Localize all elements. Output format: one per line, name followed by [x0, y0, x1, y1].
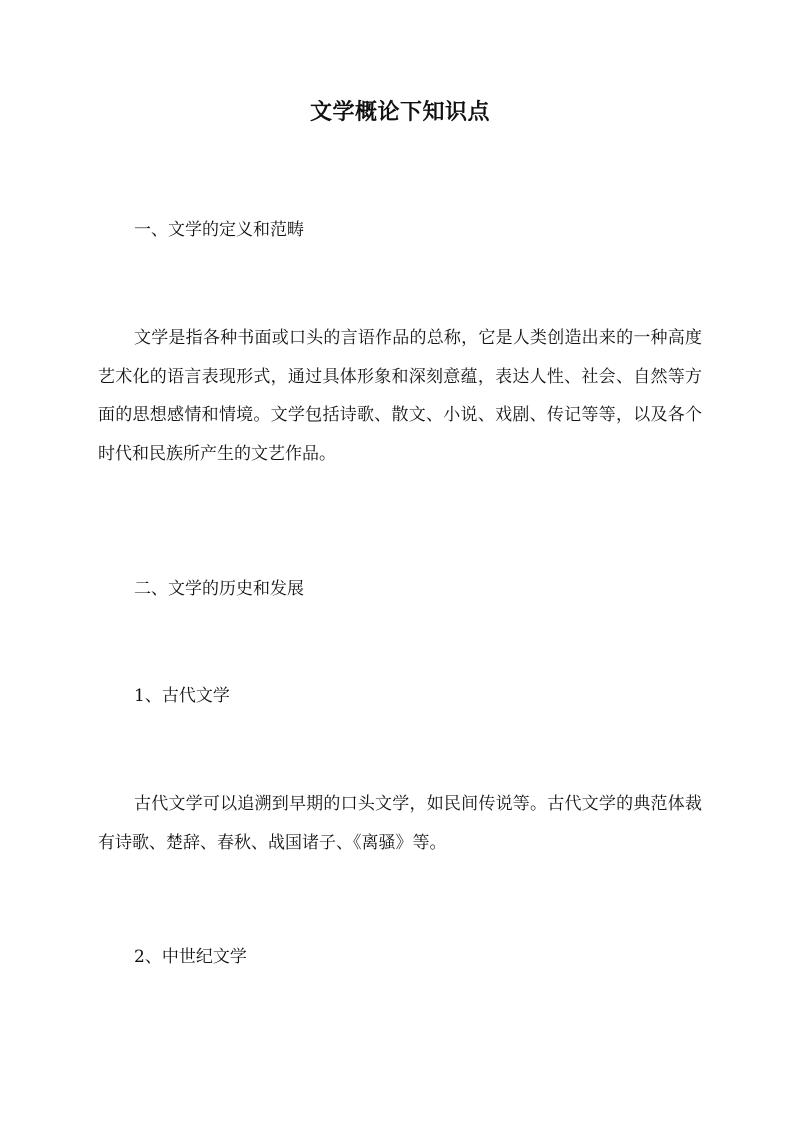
section-heading-history: 二、文学的历史和发展 [134, 579, 304, 599]
subsection-heading-medieval: 2、中世纪文学 [134, 947, 247, 967]
paragraph-definition: 文学是指各种书面或口头的言语作品的总称，它是人类创造出来的一种高度艺术化的语言表现形式，通过具体形象和深刻意蕴，表达人性、社会、自然等方面的思想感情和情境。文学包括诗歌、散文、小说、戏剧、传记等等，以及各个时代和民族所产生的文艺作品。 [98, 328, 702, 464]
paragraph-ancient: 古代文学可以追溯到早期的口头文学，如民间传说等。古代文学的典范体裁有诗歌、楚辞、春秋、战国诸子、《离骚》等。 [98, 794, 702, 853]
subsection-heading-ancient: 1、古代文学 [134, 686, 230, 706]
document-title: 文学概论下知识点 [309, 99, 490, 125]
section-heading-definition: 一、文学的定义和范畴 [134, 220, 304, 240]
